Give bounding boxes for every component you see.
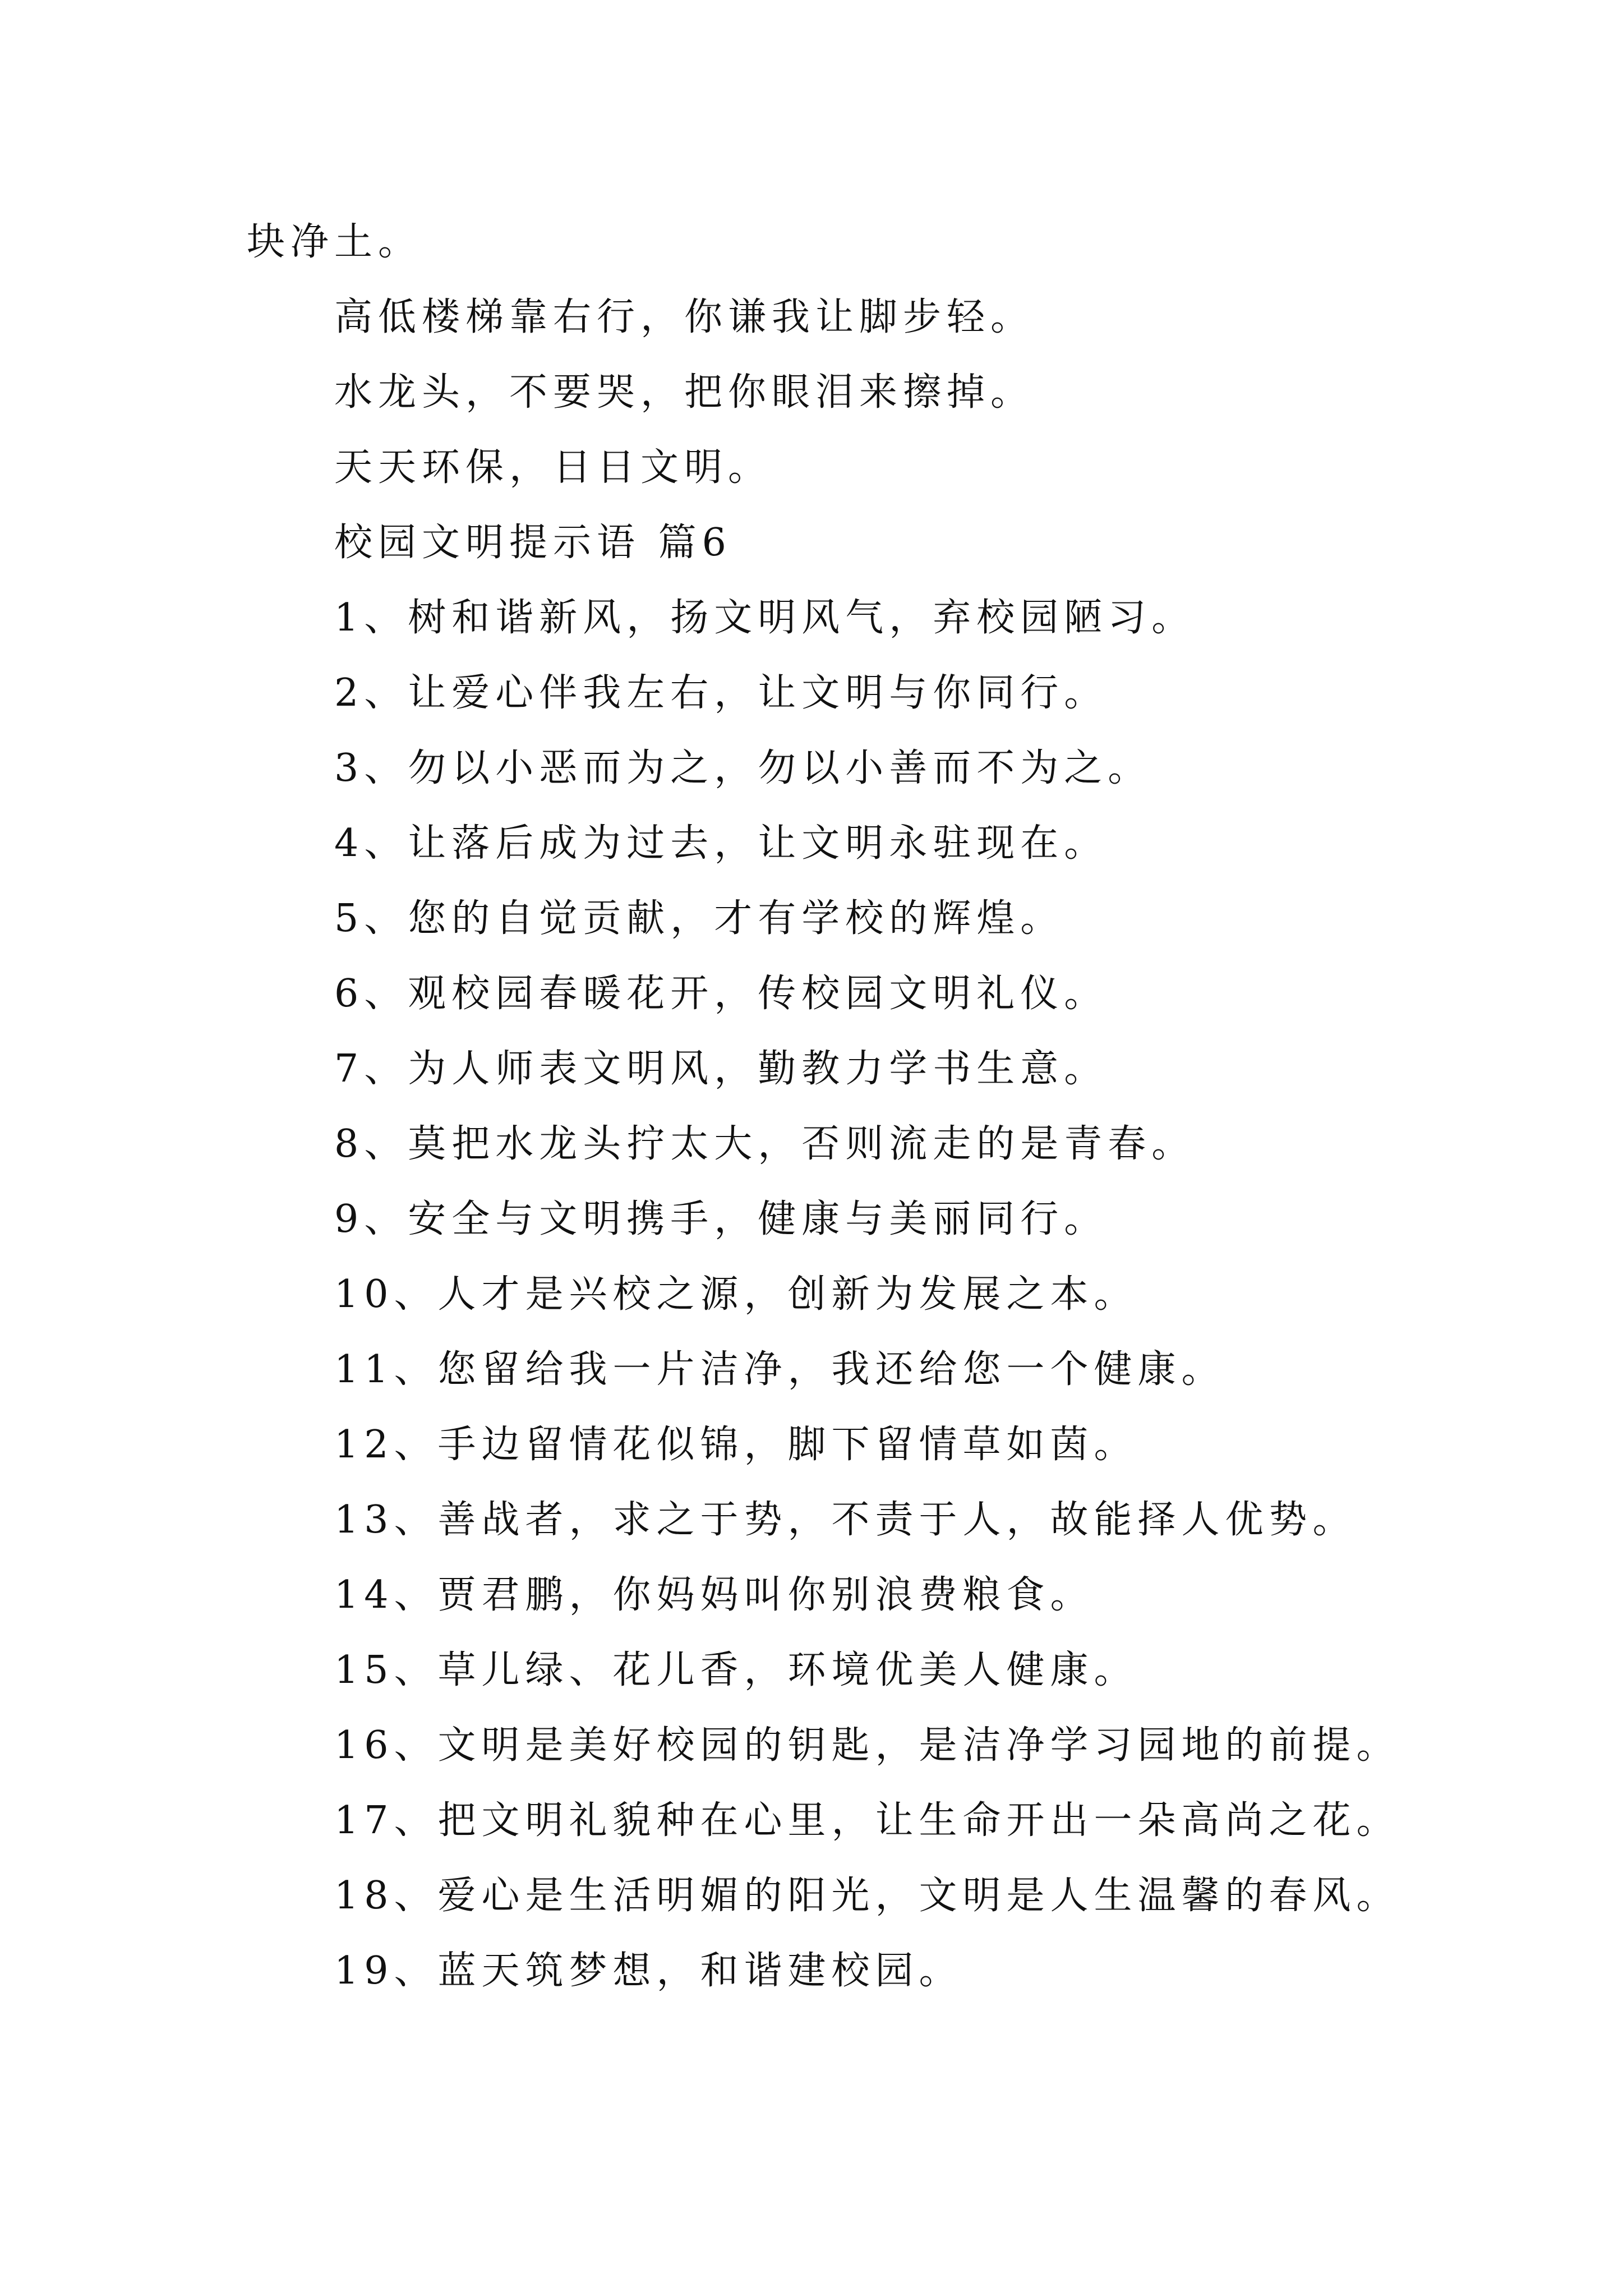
numbered-item: 7、为人师表文明风，勤教力学书生意。 (334, 1047, 1108, 1091)
slogan-line: 天天环保，日日文明。 (334, 445, 772, 490)
numbered-item: 10、人才是兴校之源，创新为发展之本。 (334, 1272, 1138, 1317)
numbered-item: 5、您的自觉贡献，才有学校的辉煌。 (334, 896, 1064, 941)
numbered-item: 2、让爱心伴我左右，让文明与你同行。 (334, 671, 1108, 715)
slogan-line: 高低楼梯靠右行，你谦我让脚步轻。 (334, 295, 1035, 339)
numbered-item: 13、善战者，求之于势，不责于人，故能择人优势。 (334, 1498, 1357, 1542)
numbered-item: 12、手边留情花似锦，脚下留情草如茵。 (334, 1423, 1138, 1467)
numbered-item: 19、蓝天筑梦想，和谐建校园。 (334, 1949, 963, 1993)
numbered-item: 8、莫把水龙头拧太大，否则流走的是青春。 (334, 1122, 1196, 1166)
numbered-item: 1、树和谐新风，扬文明风气，弃校园陋习。 (334, 596, 1196, 640)
numbered-item: 6、观校园春暖花开，传校园文明礼仪。 (334, 972, 1108, 1016)
numbered-item: 14、贾君鹏，你妈妈叫你别浪费粮食。 (334, 1573, 1094, 1617)
slogan-line: 水龙头，不要哭，把你眼泪来擦掉。 (334, 370, 1035, 415)
numbered-item: 17、把文明礼貌种在心里，让生命开出一朵高尚之花。 (334, 1798, 1400, 1843)
section-title: 校园文明提示语 篇6 (334, 521, 732, 565)
numbered-item: 18、爱心是生活明媚的阳光，文明是人生温馨的春风。 (334, 1874, 1400, 1918)
numbered-item: 11、您留给我一片洁净，我还给您一个健康。 (334, 1347, 1225, 1392)
continuation-line: 块净土。 (247, 220, 422, 264)
numbered-item: 16、文明是美好校园的钥匙，是洁净学习园地的前提。 (334, 1723, 1400, 1768)
numbered-item: 3、勿以小恶而为之，勿以小善而不为之。 (334, 746, 1152, 790)
numbered-item: 15、草儿绿、花儿香，环境优美人健康。 (334, 1648, 1138, 1692)
numbered-item: 9、安全与文明携手，健康与美丽同行。 (334, 1197, 1108, 1241)
numbered-item: 4、让落后成为过去，让文明永驻现在。 (334, 821, 1108, 866)
